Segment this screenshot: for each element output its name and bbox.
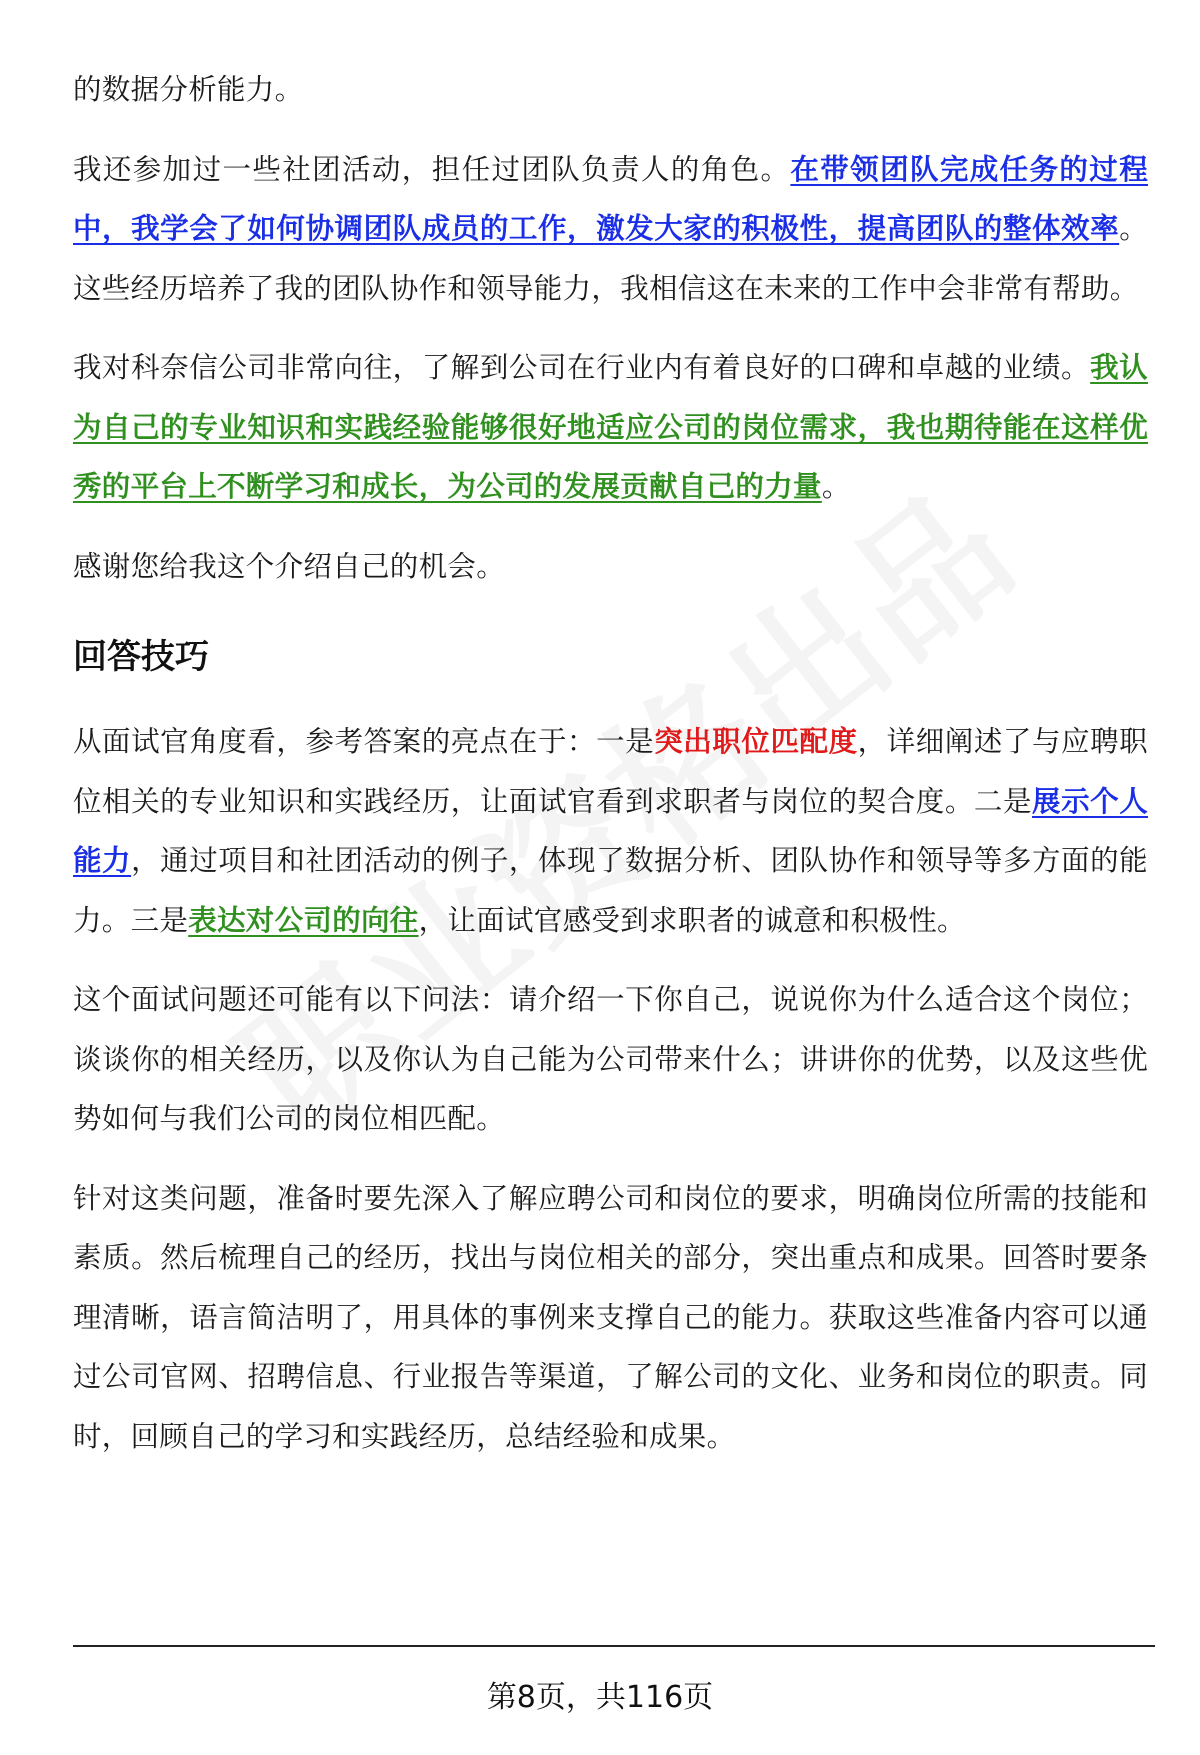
footer-divider	[73, 1645, 1155, 1647]
paragraph-4	[73, 537, 1148, 597]
paragraph-text: 我对科奈信公司非常向往，了解到公司在行业内有着良好的口碑和卓越的业绩。	[73, 351, 1091, 384]
paragraph-6	[73, 970, 1148, 1149]
highlight-red: 突出职位匹配度	[654, 725, 858, 758]
paragraph-text: 。这些经历培养了我的团队协作和领导能力，我相信这在未来的工作中会非常有帮助。	[73, 212, 1148, 305]
page-content	[73, 60, 1148, 1466]
paragraph-text: 感谢您给我这个介绍自己的机会。	[73, 549, 506, 583]
paragraph-text: ，让面试官感受到求职者的诚意和积极性。	[418, 903, 966, 937]
paragraph-text: 的数据分析能力。	[73, 73, 304, 106]
paragraph-3	[73, 338, 1148, 517]
page-number: 第8页，共116页	[486, 1680, 714, 1715]
paragraph-text: 从面试官角度看，参考答案的亮点在于：一是	[73, 725, 655, 758]
paragraph-text: 这个面试问题还可能有以下问法：请介绍一下你自己，说说你为什么适合这个岗位；谈谈你的相关经历，以及你认为自己能为公司带来什么；讲讲你的优势，以及这些优势如何与我们公司的岗位相匹配。	[73, 983, 1148, 1135]
paragraph-text: ，通过项目和社团活动的例子，体现了数据分析、团队协作和领导等多方面的能力。三是	[73, 844, 1148, 937]
paragraph-text: ，详细阐述了与应聘职位相关的专业知识和实践经历，让面试官看到求职者与岗位的契合度。二是	[73, 725, 1148, 818]
paragraph-text: 针对这类问题，准备时要先深入了解应聘公司和岗位的要求，明确岗位所需的技能和素质。然后梳理自己的经历，找出与岗位相关的部分，突出重点和成果。回答时要条理清晰，语言简洁明了，用具体的事例来支撑自己的能力。获取这些准备内容可以通过公司官网、招聘信息、行业报告等渠道，了解公司的文化、业务和岗位的职责。同时，回顾自己的学习和实践经历，总结经验和成果。	[73, 1181, 1148, 1453]
highlight-blue: 展示个人能力	[73, 784, 1148, 877]
highlight-blue: 在带领团队完成任务的过程中，我学会了如何协调团队成员的工作，激发大家的积极性，提高团队的整体效率	[73, 152, 1148, 245]
highlight-green: 我认为自己的专业知识和实践经验能够很好地适应公司的岗位需求，我也期待能在这样优秀的平台上不断学习和成长，为公司的发展贡献自己的力量	[73, 351, 1148, 503]
paragraph-text: 我还参加过一些社团活动，担任过团队负责人的角色。	[73, 152, 791, 186]
paragraph-7	[73, 1169, 1148, 1467]
paragraph-text: 。	[821, 470, 851, 503]
paragraph-2	[73, 140, 1148, 319]
section-title: 回答技巧	[73, 637, 209, 677]
paragraph-5	[73, 712, 1148, 950]
highlight-green: 表达对公司的向往	[188, 903, 419, 937]
paragraph-1	[73, 60, 1148, 120]
